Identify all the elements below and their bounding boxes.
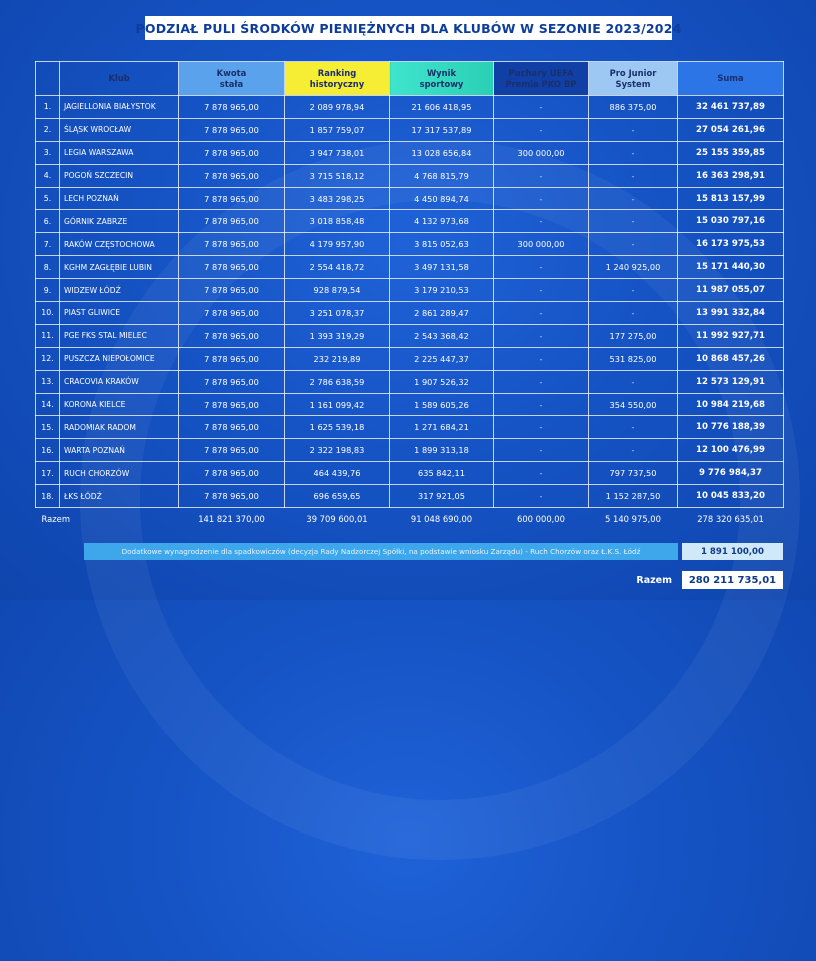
cell-suma: 12 100 476,99 bbox=[678, 439, 784, 462]
cell-wynik: 2 543 368,42 bbox=[390, 324, 494, 347]
table-row bbox=[36, 439, 784, 462]
table-row bbox=[36, 210, 784, 233]
cell-suma: 9 776 984,37 bbox=[678, 462, 784, 485]
cell-wynik: 635 842,11 bbox=[390, 462, 494, 485]
cell-lp: 12. bbox=[36, 347, 60, 370]
cell-pro: 886 375,00 bbox=[589, 96, 678, 119]
header-uefa: Puchary UEFA Premia PKO BP bbox=[494, 62, 589, 96]
cell-club: POGOŃ SZCZECIN bbox=[60, 164, 179, 187]
cell-wynik: 4 132 973,68 bbox=[390, 210, 494, 233]
cell-wynik: 2 225 447,37 bbox=[390, 347, 494, 370]
cell-suma: 11 987 055,07 bbox=[678, 279, 784, 302]
table-row bbox=[36, 141, 784, 164]
totals-suma: 278 320 635,01 bbox=[697, 514, 764, 525]
cell-kwota: 7 878 965,00 bbox=[179, 141, 285, 164]
cell-ranking: 2 786 638,59 bbox=[285, 370, 390, 393]
cell-wynik: 2 861 289,47 bbox=[390, 302, 494, 325]
cell-lp: 8. bbox=[36, 256, 60, 279]
cell-club: JAGIELLONIA BIAŁYSTOK bbox=[60, 96, 179, 119]
cell-kwota: 7 878 965,00 bbox=[179, 302, 285, 325]
cell-wynik: 4 768 815,79 bbox=[390, 164, 494, 187]
cell-kwota: 7 878 965,00 bbox=[179, 233, 285, 256]
totals-ranking: 39 709 600,01 bbox=[306, 514, 368, 525]
distribution-table bbox=[35, 61, 784, 530]
cell-suma: 13 991 332,84 bbox=[678, 302, 784, 325]
cell-wynik: 17 317 537,89 bbox=[390, 118, 494, 141]
cell-ranking: 696 659,65 bbox=[285, 485, 390, 508]
cell-club: ŁKS ŁÓDŹ bbox=[60, 485, 179, 508]
cell-uefa: 300 000,00 bbox=[494, 233, 589, 256]
cell-suma: 32 461 737,89 bbox=[678, 96, 784, 119]
cell-uefa: - bbox=[494, 462, 589, 485]
cell-club: GÓRNIK ZABRZE bbox=[60, 210, 179, 233]
table-row bbox=[36, 370, 784, 393]
cell-wynik: 13 028 656,84 bbox=[390, 141, 494, 164]
cell-lp: 1. bbox=[36, 96, 60, 119]
cell-ranking: 1 857 759,07 bbox=[285, 118, 390, 141]
cell-wynik: 4 450 894,74 bbox=[390, 187, 494, 210]
totals-wynik: 91 048 690,00 bbox=[410, 514, 473, 525]
cell-suma: 10 984 219,68 bbox=[678, 393, 784, 416]
final-total-label: Razem bbox=[636, 574, 672, 586]
table-row bbox=[36, 279, 784, 302]
cell-suma: 15 813 157,99 bbox=[678, 187, 784, 210]
cell-ranking: 232 219,89 bbox=[285, 347, 390, 370]
cell-club: CRACOVIA KRAKÓW bbox=[60, 370, 179, 393]
totals-label: Razem bbox=[41, 514, 70, 525]
cell-kwota: 7 878 965,00 bbox=[179, 210, 285, 233]
cell-ranking: 928 879,54 bbox=[285, 279, 390, 302]
cell-pro: - bbox=[589, 164, 678, 187]
cell-wynik: 3 179 210,53 bbox=[390, 279, 494, 302]
page-title: PODZIAŁ PULI ŚRODKÓW PIENIĘŻNYCH DLA KLUBÓW W SEZONIE 2023/2024 bbox=[145, 16, 672, 40]
cell-pro: - bbox=[589, 141, 678, 164]
cell-wynik: 3 497 131,58 bbox=[390, 256, 494, 279]
cell-pro: 177 275,00 bbox=[589, 324, 678, 347]
cell-club: KGHM ZAGŁĘBIE LUBIN bbox=[60, 256, 179, 279]
cell-uefa: - bbox=[494, 416, 589, 439]
cell-kwota: 7 878 965,00 bbox=[179, 462, 285, 485]
header-lp bbox=[36, 62, 60, 96]
cell-club: RAKÓW CZĘSTOCHOWA bbox=[60, 233, 179, 256]
cell-lp: 6. bbox=[36, 210, 60, 233]
cell-wynik: 1 271 684,21 bbox=[390, 416, 494, 439]
cell-wynik: 1 899 313,18 bbox=[390, 439, 494, 462]
cell-uefa: - bbox=[494, 439, 589, 462]
header-suma: Suma bbox=[678, 62, 784, 96]
cell-ranking: 3 715 518,12 bbox=[285, 164, 390, 187]
cell-uefa: - bbox=[494, 279, 589, 302]
table-row bbox=[36, 118, 784, 141]
cell-lp: 11. bbox=[36, 324, 60, 347]
cell-ranking: 1 625 539,18 bbox=[285, 416, 390, 439]
table-row bbox=[36, 256, 784, 279]
final-total-value: 280 211 735,01 bbox=[682, 571, 783, 589]
cell-pro: - bbox=[589, 187, 678, 210]
header-wynik: Wynik sportowy bbox=[390, 62, 494, 96]
cell-kwota: 7 878 965,00 bbox=[179, 485, 285, 508]
cell-ranking: 464 439,76 bbox=[285, 462, 390, 485]
header-ranking: Ranking historyczny bbox=[285, 62, 390, 96]
cell-suma: 10 045 833,20 bbox=[678, 485, 784, 508]
cell-uefa: - bbox=[494, 187, 589, 210]
cell-ranking: 1 393 319,29 bbox=[285, 324, 390, 347]
cell-kwota: 7 878 965,00 bbox=[179, 118, 285, 141]
totals-row bbox=[36, 508, 784, 531]
cell-uefa: - bbox=[494, 347, 589, 370]
cell-uefa: - bbox=[494, 210, 589, 233]
cell-ranking: 2 322 198,83 bbox=[285, 439, 390, 462]
cell-ranking: 2 554 418,72 bbox=[285, 256, 390, 279]
cell-kwota: 7 878 965,00 bbox=[179, 256, 285, 279]
cell-suma: 11 992 927,71 bbox=[678, 324, 784, 347]
cell-lp: 4. bbox=[36, 164, 60, 187]
cell-pro: 531 825,00 bbox=[589, 347, 678, 370]
cell-lp: 5. bbox=[36, 187, 60, 210]
extra-compensation-note: Dodatkowe wynagrodzenie dla spadkowiczów (decyzja Rady Nadzorczej Spółki, na podstawie wniosku Zarządu) - Ruch Chorzów oraz Ł.K.S. Łódź bbox=[84, 543, 678, 560]
cell-club: ŚLĄSK WROCŁAW bbox=[60, 118, 179, 141]
cell-lp: 2. bbox=[36, 118, 60, 141]
cell-suma: 16 173 975,53 bbox=[678, 233, 784, 256]
cell-club: RUCH CHORZÓW bbox=[60, 462, 179, 485]
cell-lp: 7. bbox=[36, 233, 60, 256]
cell-club: KORONA KIELCE bbox=[60, 393, 179, 416]
cell-club: PUSZCZA NIEPOŁOMICE bbox=[60, 347, 179, 370]
cell-uefa: - bbox=[494, 302, 589, 325]
cell-pro: - bbox=[589, 210, 678, 233]
cell-club: LEGIA WARSZAWA bbox=[60, 141, 179, 164]
totals-uefa: 600 000,00 bbox=[517, 514, 565, 525]
table-row bbox=[36, 347, 784, 370]
cell-uefa: - bbox=[494, 256, 589, 279]
cell-wynik: 21 606 418,95 bbox=[390, 96, 494, 119]
cell-wynik: 3 815 052,63 bbox=[390, 233, 494, 256]
cell-uefa: - bbox=[494, 370, 589, 393]
cell-kwota: 7 878 965,00 bbox=[179, 164, 285, 187]
cell-kwota: 7 878 965,00 bbox=[179, 347, 285, 370]
cell-pro: - bbox=[589, 370, 678, 393]
cell-lp: 13. bbox=[36, 370, 60, 393]
cell-uefa: - bbox=[494, 324, 589, 347]
cell-uefa: - bbox=[494, 485, 589, 508]
cell-pro: 797 737,50 bbox=[589, 462, 678, 485]
cell-club: WARTA POZNAŃ bbox=[60, 439, 179, 462]
cell-wynik: 1 907 526,32 bbox=[390, 370, 494, 393]
cell-suma: 15 171 440,30 bbox=[678, 256, 784, 279]
table-row bbox=[36, 302, 784, 325]
cell-pro: - bbox=[589, 302, 678, 325]
cell-pro: - bbox=[589, 279, 678, 302]
cell-uefa: - bbox=[494, 164, 589, 187]
cell-kwota: 7 878 965,00 bbox=[179, 96, 285, 119]
cell-pro: 1 240 925,00 bbox=[589, 256, 678, 279]
cell-lp: 18. bbox=[36, 485, 60, 508]
cell-club: PIAST GLIWICE bbox=[60, 302, 179, 325]
cell-suma: 10 868 457,26 bbox=[678, 347, 784, 370]
cell-pro: - bbox=[589, 439, 678, 462]
cell-uefa: - bbox=[494, 393, 589, 416]
cell-lp: 9. bbox=[36, 279, 60, 302]
cell-suma: 25 155 359,85 bbox=[678, 141, 784, 164]
cell-uefa: 300 000,00 bbox=[494, 141, 589, 164]
table-row bbox=[36, 233, 784, 256]
cell-kwota: 7 878 965,00 bbox=[179, 324, 285, 347]
cell-club: LECH POZNAŃ bbox=[60, 187, 179, 210]
totals-kwota: 141 821 370,00 bbox=[198, 514, 265, 525]
table-row bbox=[36, 324, 784, 347]
cell-uefa: - bbox=[494, 118, 589, 141]
cell-kwota: 7 878 965,00 bbox=[179, 439, 285, 462]
cell-suma: 10 776 188,39 bbox=[678, 416, 784, 439]
cell-ranking: 4 179 957,90 bbox=[285, 233, 390, 256]
cell-lp: 3. bbox=[36, 141, 60, 164]
cell-kwota: 7 878 965,00 bbox=[179, 370, 285, 393]
cell-club: RADOMIAK RADOM bbox=[60, 416, 179, 439]
cell-suma: 27 054 261,96 bbox=[678, 118, 784, 141]
table-row bbox=[36, 393, 784, 416]
cell-lp: 14. bbox=[36, 393, 60, 416]
table-header-row bbox=[36, 62, 784, 96]
cell-suma: 16 363 298,91 bbox=[678, 164, 784, 187]
cell-lp: 17. bbox=[36, 462, 60, 485]
cell-ranking: 3 251 078,37 bbox=[285, 302, 390, 325]
table-row bbox=[36, 187, 784, 210]
cell-wynik: 1 589 605,26 bbox=[390, 393, 494, 416]
cell-kwota: 7 878 965,00 bbox=[179, 416, 285, 439]
cell-ranking: 2 089 978,94 bbox=[285, 96, 390, 119]
cell-club: WIDZEW ŁÓDŹ bbox=[60, 279, 179, 302]
cell-lp: 16. bbox=[36, 439, 60, 462]
cell-pro: - bbox=[589, 233, 678, 256]
header-kwota: Kwota stała bbox=[179, 62, 285, 96]
cell-ranking: 3 483 298,25 bbox=[285, 187, 390, 210]
cell-lp: 10. bbox=[36, 302, 60, 325]
extra-compensation-value: 1 891 100,00 bbox=[682, 543, 783, 560]
cell-pro: - bbox=[589, 416, 678, 439]
cell-suma: 12 573 129,91 bbox=[678, 370, 784, 393]
cell-wynik: 317 921,05 bbox=[390, 485, 494, 508]
cell-lp: 15. bbox=[36, 416, 60, 439]
cell-uefa: - bbox=[494, 96, 589, 119]
cell-club: PGE FKS STAL MIELEC bbox=[60, 324, 179, 347]
header-pro-junior: Pro Junior System bbox=[589, 62, 678, 96]
cell-kwota: 7 878 965,00 bbox=[179, 187, 285, 210]
table-row bbox=[36, 462, 784, 485]
cell-kwota: 7 878 965,00 bbox=[179, 279, 285, 302]
cell-ranking: 1 161 099,42 bbox=[285, 393, 390, 416]
cell-pro: 354 550,00 bbox=[589, 393, 678, 416]
cell-kwota: 7 878 965,00 bbox=[179, 393, 285, 416]
cell-ranking: 3 947 738,01 bbox=[285, 141, 390, 164]
header-club: Klub bbox=[60, 62, 179, 96]
table-row bbox=[36, 96, 784, 119]
table-row bbox=[36, 416, 784, 439]
table-row bbox=[36, 485, 784, 508]
cell-pro: 1 152 287,50 bbox=[589, 485, 678, 508]
cell-suma: 15 030 797,16 bbox=[678, 210, 784, 233]
cell-pro: - bbox=[589, 118, 678, 141]
cell-ranking: 3 018 858,48 bbox=[285, 210, 390, 233]
totals-pro: 5 140 975,00 bbox=[605, 514, 661, 525]
table-row bbox=[36, 164, 784, 187]
